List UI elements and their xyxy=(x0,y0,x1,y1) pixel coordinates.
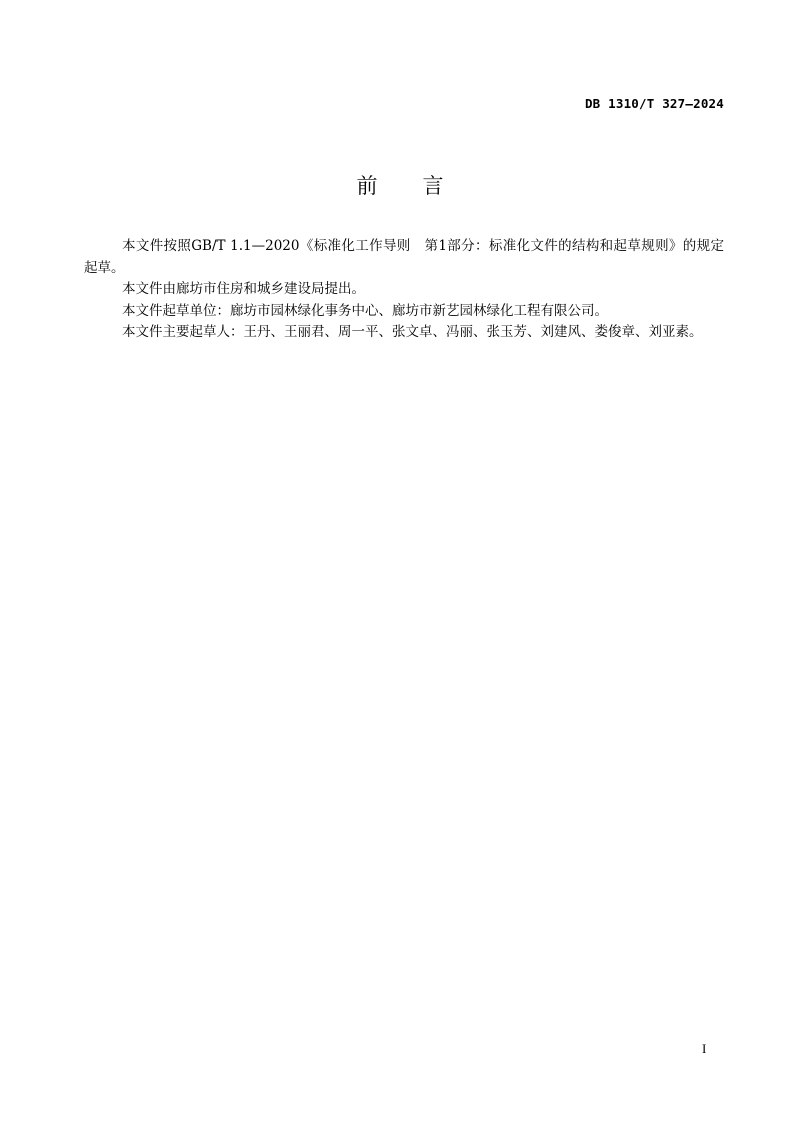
paragraph-drafting-rules: 本文件按照GB/T 1.1—2020《标准化工作导则 第1部分：标准化文件的结构和起草规则》的规定起草。 xyxy=(84,238,724,276)
paragraph-proposer: 本文件由廊坊市住房和城乡建设局提出。 xyxy=(122,281,365,297)
document-body xyxy=(84,236,724,344)
paragraph-drafters: 本文件主要起草人：王丹、王丽君、周一平、张文卓、冯丽、张玉芳、刘建风、娄俊章、刘亚素。 xyxy=(122,324,703,340)
page-number: I xyxy=(702,1041,707,1056)
paragraph-drafting-units: 本文件起草单位：廊坊市园林绿化事务中心、廊坊市新艺园林绿化工程有限公司。 xyxy=(122,302,608,319)
document-code: DB 1310/T 327—2024 xyxy=(584,96,724,111)
section-title: 前言 xyxy=(356,174,489,198)
